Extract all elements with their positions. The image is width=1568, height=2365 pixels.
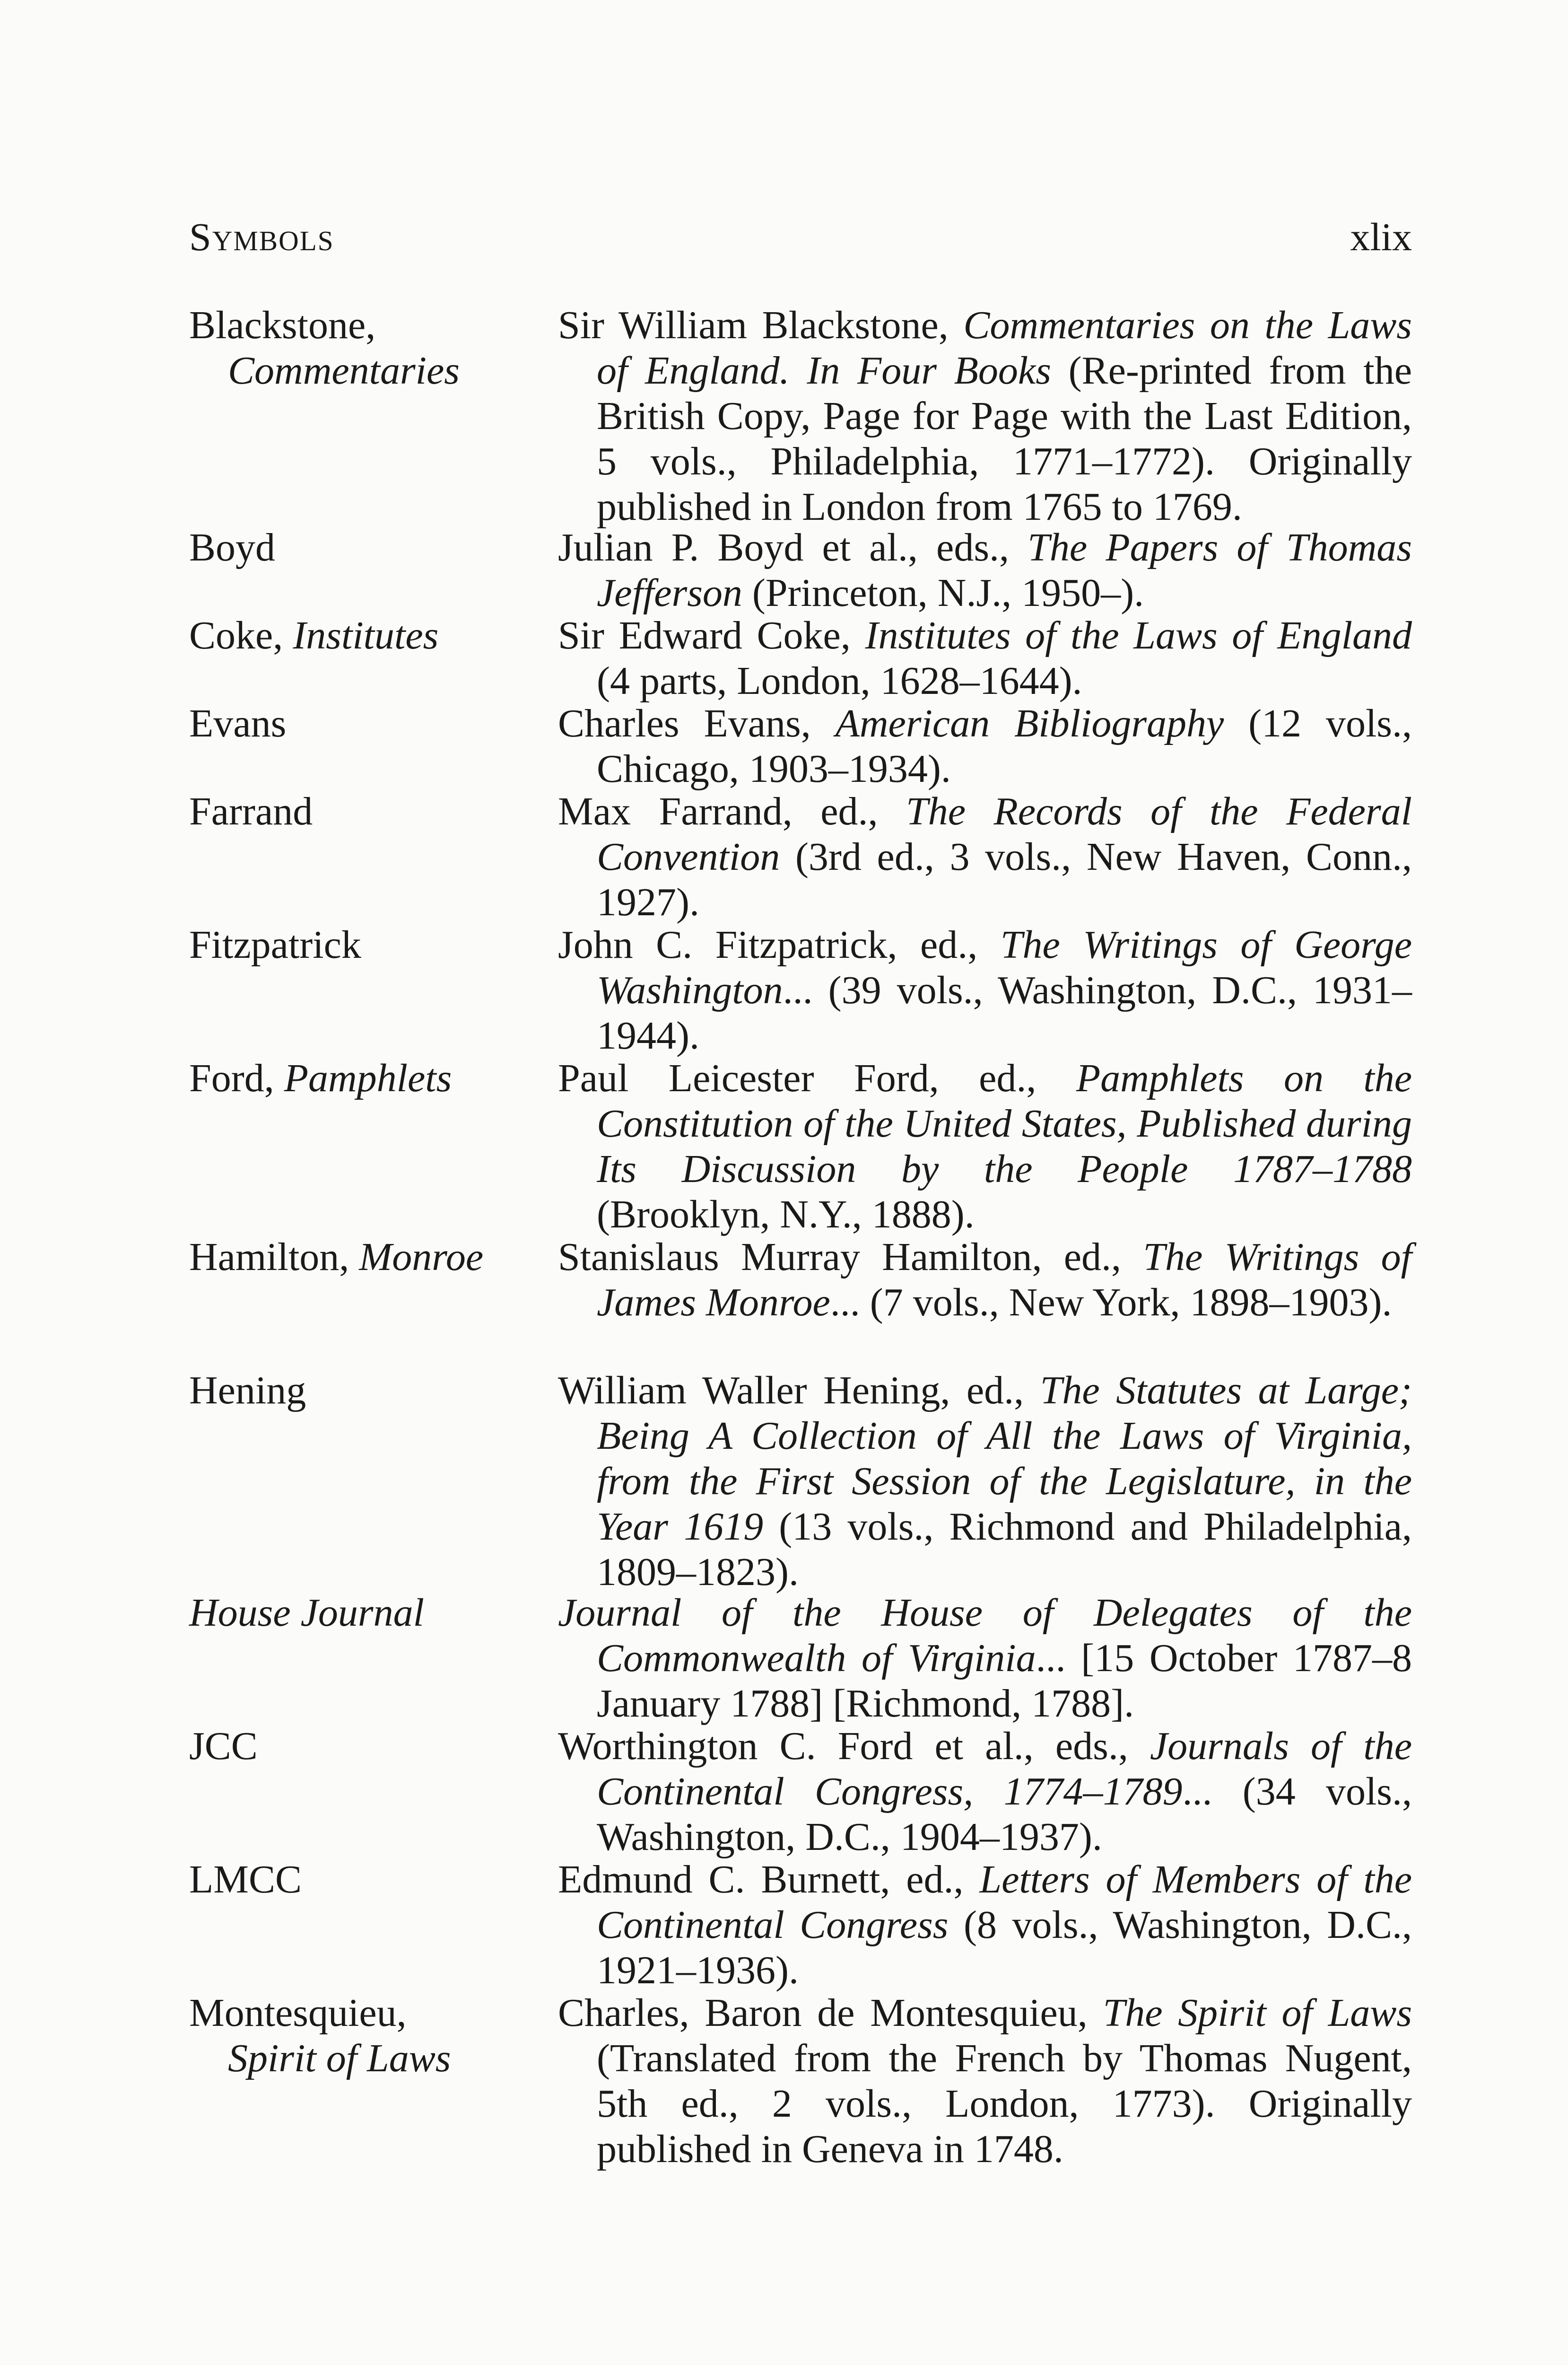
entry-term: Hamilton, Monroe — [189, 1235, 484, 1279]
entry-term: Evans — [189, 701, 287, 745]
list-item — [189, 1590, 1412, 1724]
entry-definition: Journal of the House of Delegates of the Commonwealth of Virginia... [15 October 1787–8 January 1788] [Richmond, 1788]. — [558, 1591, 1412, 1726]
entry-term: Hening — [189, 1368, 306, 1412]
list-item — [189, 525, 1412, 613]
list-item — [189, 1857, 1412, 1990]
entry-definition: Worthington C. Ford et al., eds., Journals of the Continental Congress, 1774–1789... (34 vols., Washington, D.C., 1904–1937). — [558, 1724, 1412, 1859]
entry-term: Ford, Pamphlets — [189, 1056, 452, 1100]
entry-definition: William Waller Hening, ed., The Statutes at Large; Being A Collection of All the Laws of Virginia, from the First Session of the Legislature, in the Year 1619 (13 vols., Richmond and Philadelphia, 1809–1823). — [558, 1368, 1412, 1594]
entry-term: Coke, Institutes — [189, 613, 439, 657]
entry-term: Farrand — [189, 789, 313, 833]
list-item — [189, 613, 1412, 701]
entry-definition: Paul Leicester Ford, ed., Pamphlets on the Constitution of the United States, Published during Its Discussion by the People 1787–1788 (Brooklyn, N.Y., 1888). — [558, 1056, 1412, 1236]
entry-term: LMCC — [189, 1857, 302, 1901]
entry-definition: Edmund C. Burnett, ed., Letters of Members of the Continental Congress (8 vols., Washington, D.C., 1921–1936). — [558, 1857, 1412, 1992]
entry-definition: Charles, Baron de Montesquieu, The Spirit of Laws (Translated from the French by Thomas Nugent, 5th ed., 2 vols., London, 1773). Originally published in Geneva in 1748. — [558, 1991, 1412, 2171]
entry-term: Fitzpatrick — [189, 923, 361, 967]
entry-definition: Sir Edward Coke, Institutes of the Laws of England (4 parts, London, 1628–1644). — [558, 613, 1412, 703]
list-item — [189, 303, 1412, 529]
list-item — [189, 1990, 1412, 2175]
entry-definition: Max Farrand, ed., The Records of the Federal Convention (3rd ed., 3 vols., New Haven, Conn., 1927). — [558, 789, 1412, 924]
entry-term: House Journal — [189, 1591, 424, 1635]
entry-definition: Charles Evans, American Bibliography (12 vols., Chicago, 1903–1934). — [558, 701, 1412, 791]
entry-term: Blackstone, Commentaries — [189, 303, 460, 393]
entry-term: Montesquieu, Spirit of Laws — [189, 1991, 451, 2080]
entry-definition: Julian P. Boyd et al., eds., The Papers of Thomas Jefferson (Princeton, N.J., 1950–). — [558, 526, 1412, 615]
list-item — [189, 1724, 1412, 1857]
list-item — [189, 789, 1412, 922]
list-item — [189, 1368, 1412, 1594]
entry-definition: Stanislaus Murray Hamilton, ed., The Writings of James Monroe... (7 vols., New York, 1898–1903). — [558, 1235, 1412, 1324]
list-item — [189, 1056, 1412, 1235]
list-item — [189, 1235, 1412, 1368]
list-item — [189, 922, 1412, 1056]
entry-term: Boyd — [189, 526, 276, 569]
section-title: Symbols — [189, 215, 334, 259]
entry-definition: John C. Fitzpatrick, ed., The Writings of George Washington... (39 vols., Washington, D.C., 1931–1944). — [558, 923, 1412, 1058]
page-number: xlix — [1350, 215, 1412, 259]
list-item — [189, 701, 1412, 789]
entry-term: JCC — [189, 1724, 258, 1768]
running-head — [189, 214, 1412, 261]
symbols-list — [189, 303, 1412, 2175]
entry-definition: Sir William Blackstone, Commentaries on the Laws of England. In Four Books (Re-printed from the British Copy, Page for Page with the Last Edition, 5 vols., Philadelphia, 1771–1772). Originally published in London from 1765 to 1769. — [558, 303, 1412, 529]
